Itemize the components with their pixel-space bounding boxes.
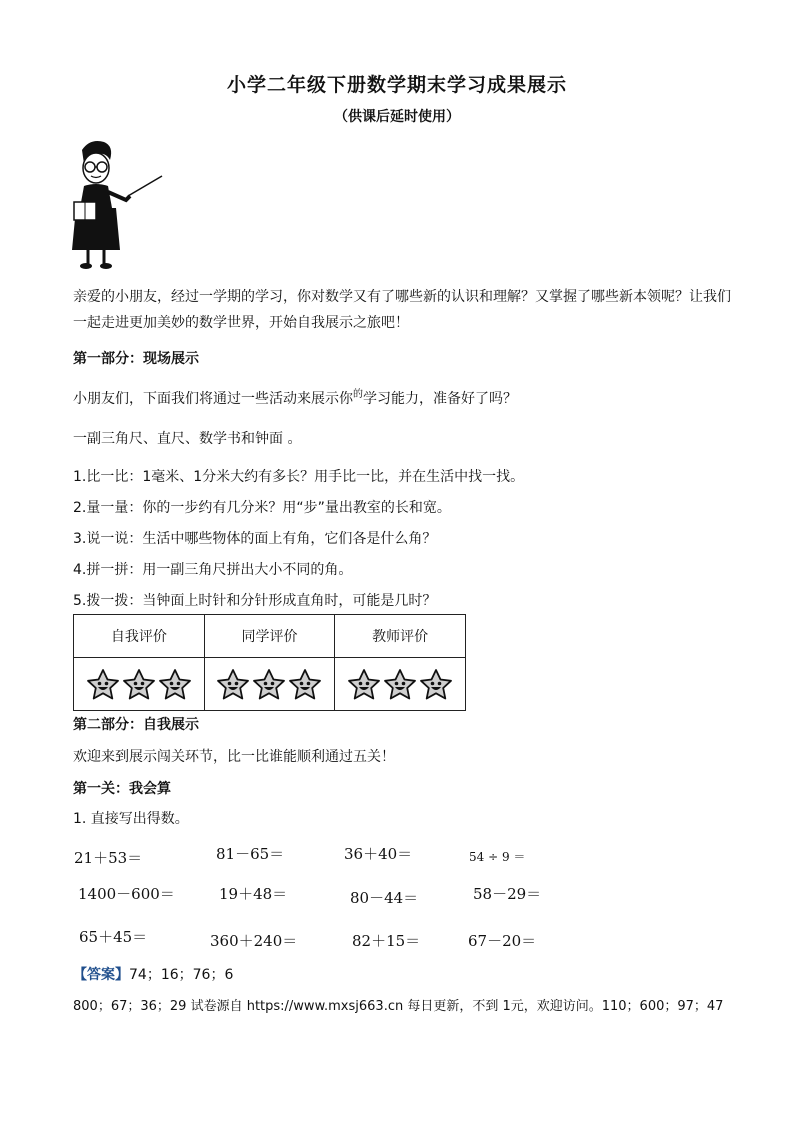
equation: 21＋53＝: [74, 849, 143, 867]
part1-lead: [73, 388, 517, 408]
answer-values-1: 74；16；76；6: [129, 967, 234, 983]
star-icon[interactable]: [347, 668, 381, 700]
equation: 82＋15＝: [352, 932, 421, 950]
part2-lead: 欢迎来到展示闯关环节，比一比谁能顺利通过五关！: [73, 749, 395, 765]
equation: 65＋45＝: [79, 928, 148, 946]
star-icon[interactable]: [86, 668, 120, 700]
eval-header-peer: 同学评价: [204, 615, 335, 658]
part1-heading: 第一部分：现场展示: [73, 351, 199, 367]
equation: 36＋40＝: [344, 845, 413, 863]
evaluation-stars-row: [74, 658, 466, 711]
answer-line-1: [73, 964, 233, 984]
answer-tag: 【答案】: [73, 967, 129, 983]
star-icon[interactable]: [383, 668, 417, 700]
part2-heading: 第二部分：自我展示: [73, 717, 199, 733]
teacher-stars: [335, 658, 466, 711]
evaluation-header-row: [74, 615, 466, 658]
level1-heading: 第一关：我会算: [73, 781, 171, 797]
star-icon[interactable]: [122, 668, 156, 700]
star-icon[interactable]: [419, 668, 453, 700]
question-1: 1. 直接写出得数。: [73, 811, 189, 827]
star-icon[interactable]: [158, 668, 192, 700]
materials-text: 一副三角尺、直尺、数学书和钟面: [73, 431, 283, 447]
activity-item-2: 2.量一量：你的一步约有几分米？用“步”量出教室的长和宽。: [73, 500, 451, 516]
activity-item-5: 5.拨一拨：当钟面上时针和分针形成直角时，可能是几时？: [73, 593, 437, 609]
page-subtitle: （供课后延时使用）: [334, 109, 460, 125]
equation: 1400－600＝: [78, 885, 175, 903]
star-icon[interactable]: [288, 668, 322, 700]
intro-paragraph: 亲爱的小朋友，经过一学期的学习，你对数学又有了哪些新的认识和理解？又掌握了哪些新本领呢？让我们一起走进更加美妙的数学世界，开始自我展示之旅吧！: [73, 289, 731, 331]
star-icon[interactable]: [216, 668, 250, 700]
equation: 360＋240＝: [210, 932, 298, 950]
teacher-illustration: [60, 138, 170, 273]
equation: 80－44＝: [350, 889, 419, 907]
activity-item-3: 3.说一说：生活中哪些物体的面上有角，它们各是什么角？: [73, 531, 437, 547]
materials-end: 。: [287, 431, 302, 447]
equation: 19＋48＝: [219, 885, 288, 903]
answer-line-2: 800；67；36；29 试卷源自 https://www.mxsj663.cn 每日更新，不到 1元，欢迎访问。110；600；97；47: [73, 999, 724, 1014]
activity-item-4: 4.拼一拼：用一副三角尺拼出大小不同的角。: [73, 562, 353, 578]
page-title: 小学二年级下册数学期末学习成果展示: [226, 74, 567, 96]
self-stars: [74, 658, 205, 711]
activity-item-1: 1.比一比：1毫米、1分米大约有多长？用手比一比，并在生活中找一找。: [73, 469, 525, 485]
part1-lead-a: 小朋友们，下面我们将通过一些活动来展示你: [73, 391, 353, 407]
equation: 67－20＝: [468, 932, 537, 950]
part1-lead-b: 学习能力，准备好了吗？: [363, 391, 517, 407]
evaluation-table: [73, 614, 466, 711]
part1-lead-sup: 的: [353, 389, 363, 400]
materials-line: [73, 428, 301, 448]
equation: 54 ÷ 9 ＝: [469, 850, 526, 864]
peer-stars: [204, 658, 335, 711]
equation: 81－65＝: [216, 845, 285, 863]
star-icon[interactable]: [252, 668, 286, 700]
eval-header-teacher: 教师评价: [335, 615, 466, 658]
equation: 58－29＝: [473, 885, 542, 903]
eval-header-self: 自我评价: [74, 615, 205, 658]
